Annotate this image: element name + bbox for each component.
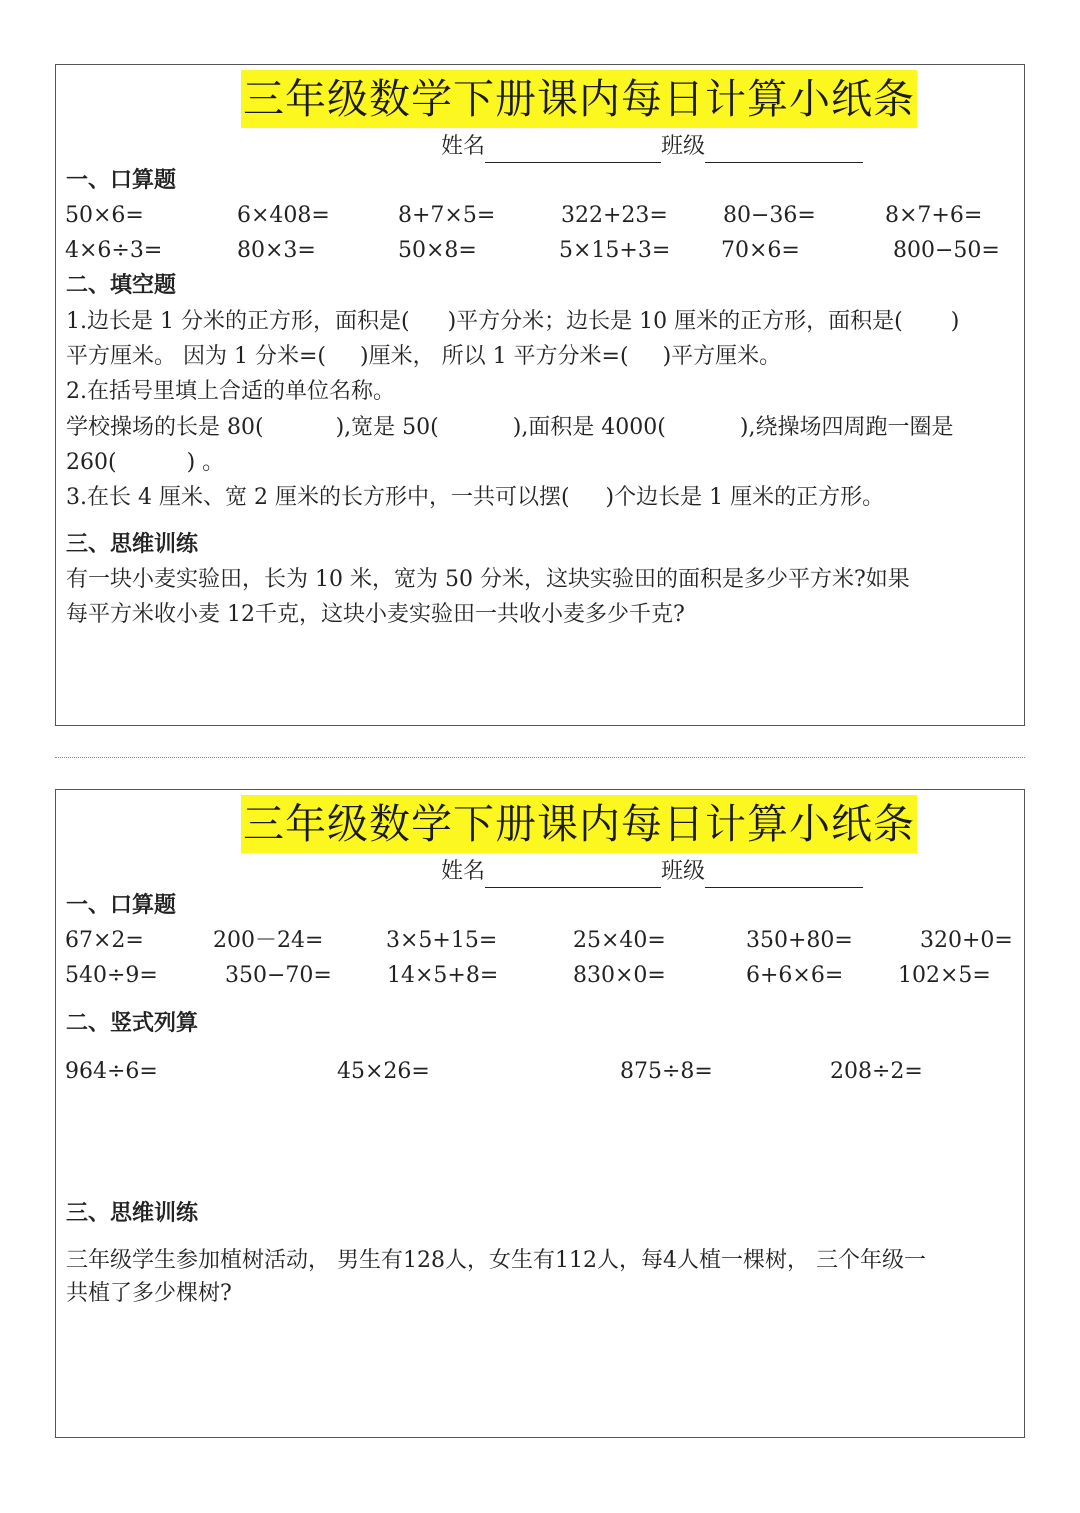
- section-heading-fill: 二、填空题: [66, 273, 177, 298]
- oral-problem: 50×6=: [65, 203, 144, 228]
- name-class-row: [441, 131, 863, 163]
- fill-question-1-line-1: 1.边长是 1 分米的正方形，面积是( )平方分米；边长是 10 厘米的正方形，面积是( ): [66, 309, 960, 334]
- worksheet-title: 三年级数学下册课内每日计算小纸条: [241, 70, 917, 128]
- name-label: 姓名: [441, 134, 486, 159]
- oral-problem: 6+6×6=: [746, 963, 844, 988]
- oral-problem: 322+23=: [561, 203, 668, 228]
- vertical-problem: 45×26=: [337, 1059, 430, 1084]
- class-label: 班级: [661, 134, 706, 159]
- section-heading-vertical: 二、竖式列算: [66, 1011, 199, 1036]
- oral-problem: 5×15+3=: [559, 238, 671, 263]
- class-blank[interactable]: [705, 863, 863, 888]
- oral-problem: 14×5+8=: [387, 963, 499, 988]
- section-heading-oral: 一、口算题: [66, 168, 177, 193]
- name-class-row: [441, 856, 863, 888]
- oral-problem: 70×6=: [721, 238, 800, 263]
- oral-problem: 830×0=: [573, 963, 666, 988]
- oral-problem: 25×40=: [573, 928, 666, 953]
- oral-problem: 80×3=: [237, 238, 316, 263]
- oral-problem: 8+7×5=: [398, 203, 496, 228]
- oral-problem: 800−50=: [893, 238, 1000, 263]
- oral-problem: 102×5=: [898, 963, 991, 988]
- oral-problem: 350−70=: [225, 963, 332, 988]
- section-heading-oral: 一、口算题: [66, 893, 177, 918]
- oral-problem: 4×6÷3=: [65, 238, 163, 263]
- oral-problem: 80−36=: [723, 203, 816, 228]
- oral-problem: 8×7+6=: [885, 203, 983, 228]
- oral-problem: 320+0=: [920, 928, 1013, 953]
- vertical-problem: 875÷8=: [620, 1059, 713, 1084]
- section-heading-thinking: 三、思维训练: [66, 1201, 199, 1226]
- class-blank[interactable]: [705, 138, 863, 163]
- oral-problem: 200－24=: [213, 928, 324, 953]
- oral-problem: 67×2=: [65, 928, 144, 953]
- worksheet-title: 三年级数学下册课内每日计算小纸条: [241, 795, 917, 853]
- name-blank[interactable]: [485, 138, 661, 163]
- vertical-problem: 208÷2=: [830, 1059, 923, 1084]
- fill-question-2: 2.在括号里填上合适的单位名称。: [66, 379, 395, 404]
- thinking-problem-line-1: 三年级学生参加植树活动， 男生有128人，女生有112人，每4人植一棵树， 三个年级一: [66, 1248, 926, 1273]
- fill-question-1-line-2: 平方厘米。 因为 1 分米=( )厘米， 所以 1 平方分米=( )平方厘米。: [66, 344, 782, 369]
- fill-question-2-line-2: 260( ) 。: [66, 450, 225, 475]
- thinking-problem-line-1: 有一块小麦实验田，长为 10 米，宽为 50 分米，这块实验田的面积是多少平方米?如果: [66, 567, 910, 592]
- vertical-problem: 964÷6=: [65, 1059, 158, 1084]
- fill-question-3: 3.在长 4 厘米、宽 2 厘米的长方形中，一共可以摆( )个边长是 1 厘米的正方形。: [66, 485, 885, 510]
- oral-problem: 3×5+15=: [386, 928, 498, 953]
- section-heading-thinking: 三、思维训练: [66, 532, 199, 557]
- worksheet-card-2: [55, 789, 1025, 1438]
- oral-problem: 50×8=: [398, 238, 477, 263]
- oral-problem: 350+80=: [746, 928, 853, 953]
- oral-problem: 540÷9=: [65, 963, 158, 988]
- name-blank[interactable]: [485, 863, 661, 888]
- thinking-problem-line-2: 每平方米收小麦 12千克，这块小麦实验田一共收小麦多少千克?: [66, 602, 685, 627]
- name-label: 姓名: [441, 859, 486, 884]
- oral-problem: 6×408=: [237, 203, 330, 228]
- dotted-divider: [55, 757, 1025, 758]
- class-label: 班级: [661, 859, 706, 884]
- fill-question-2-line-1: 学校操场的长是 80( ),宽是 50( ),面积是 4000( ),绕操场四周跑一圈是: [66, 415, 954, 440]
- worksheet-card-1: [55, 64, 1025, 726]
- thinking-problem-line-2: 共植了多少棵树?: [66, 1281, 232, 1306]
